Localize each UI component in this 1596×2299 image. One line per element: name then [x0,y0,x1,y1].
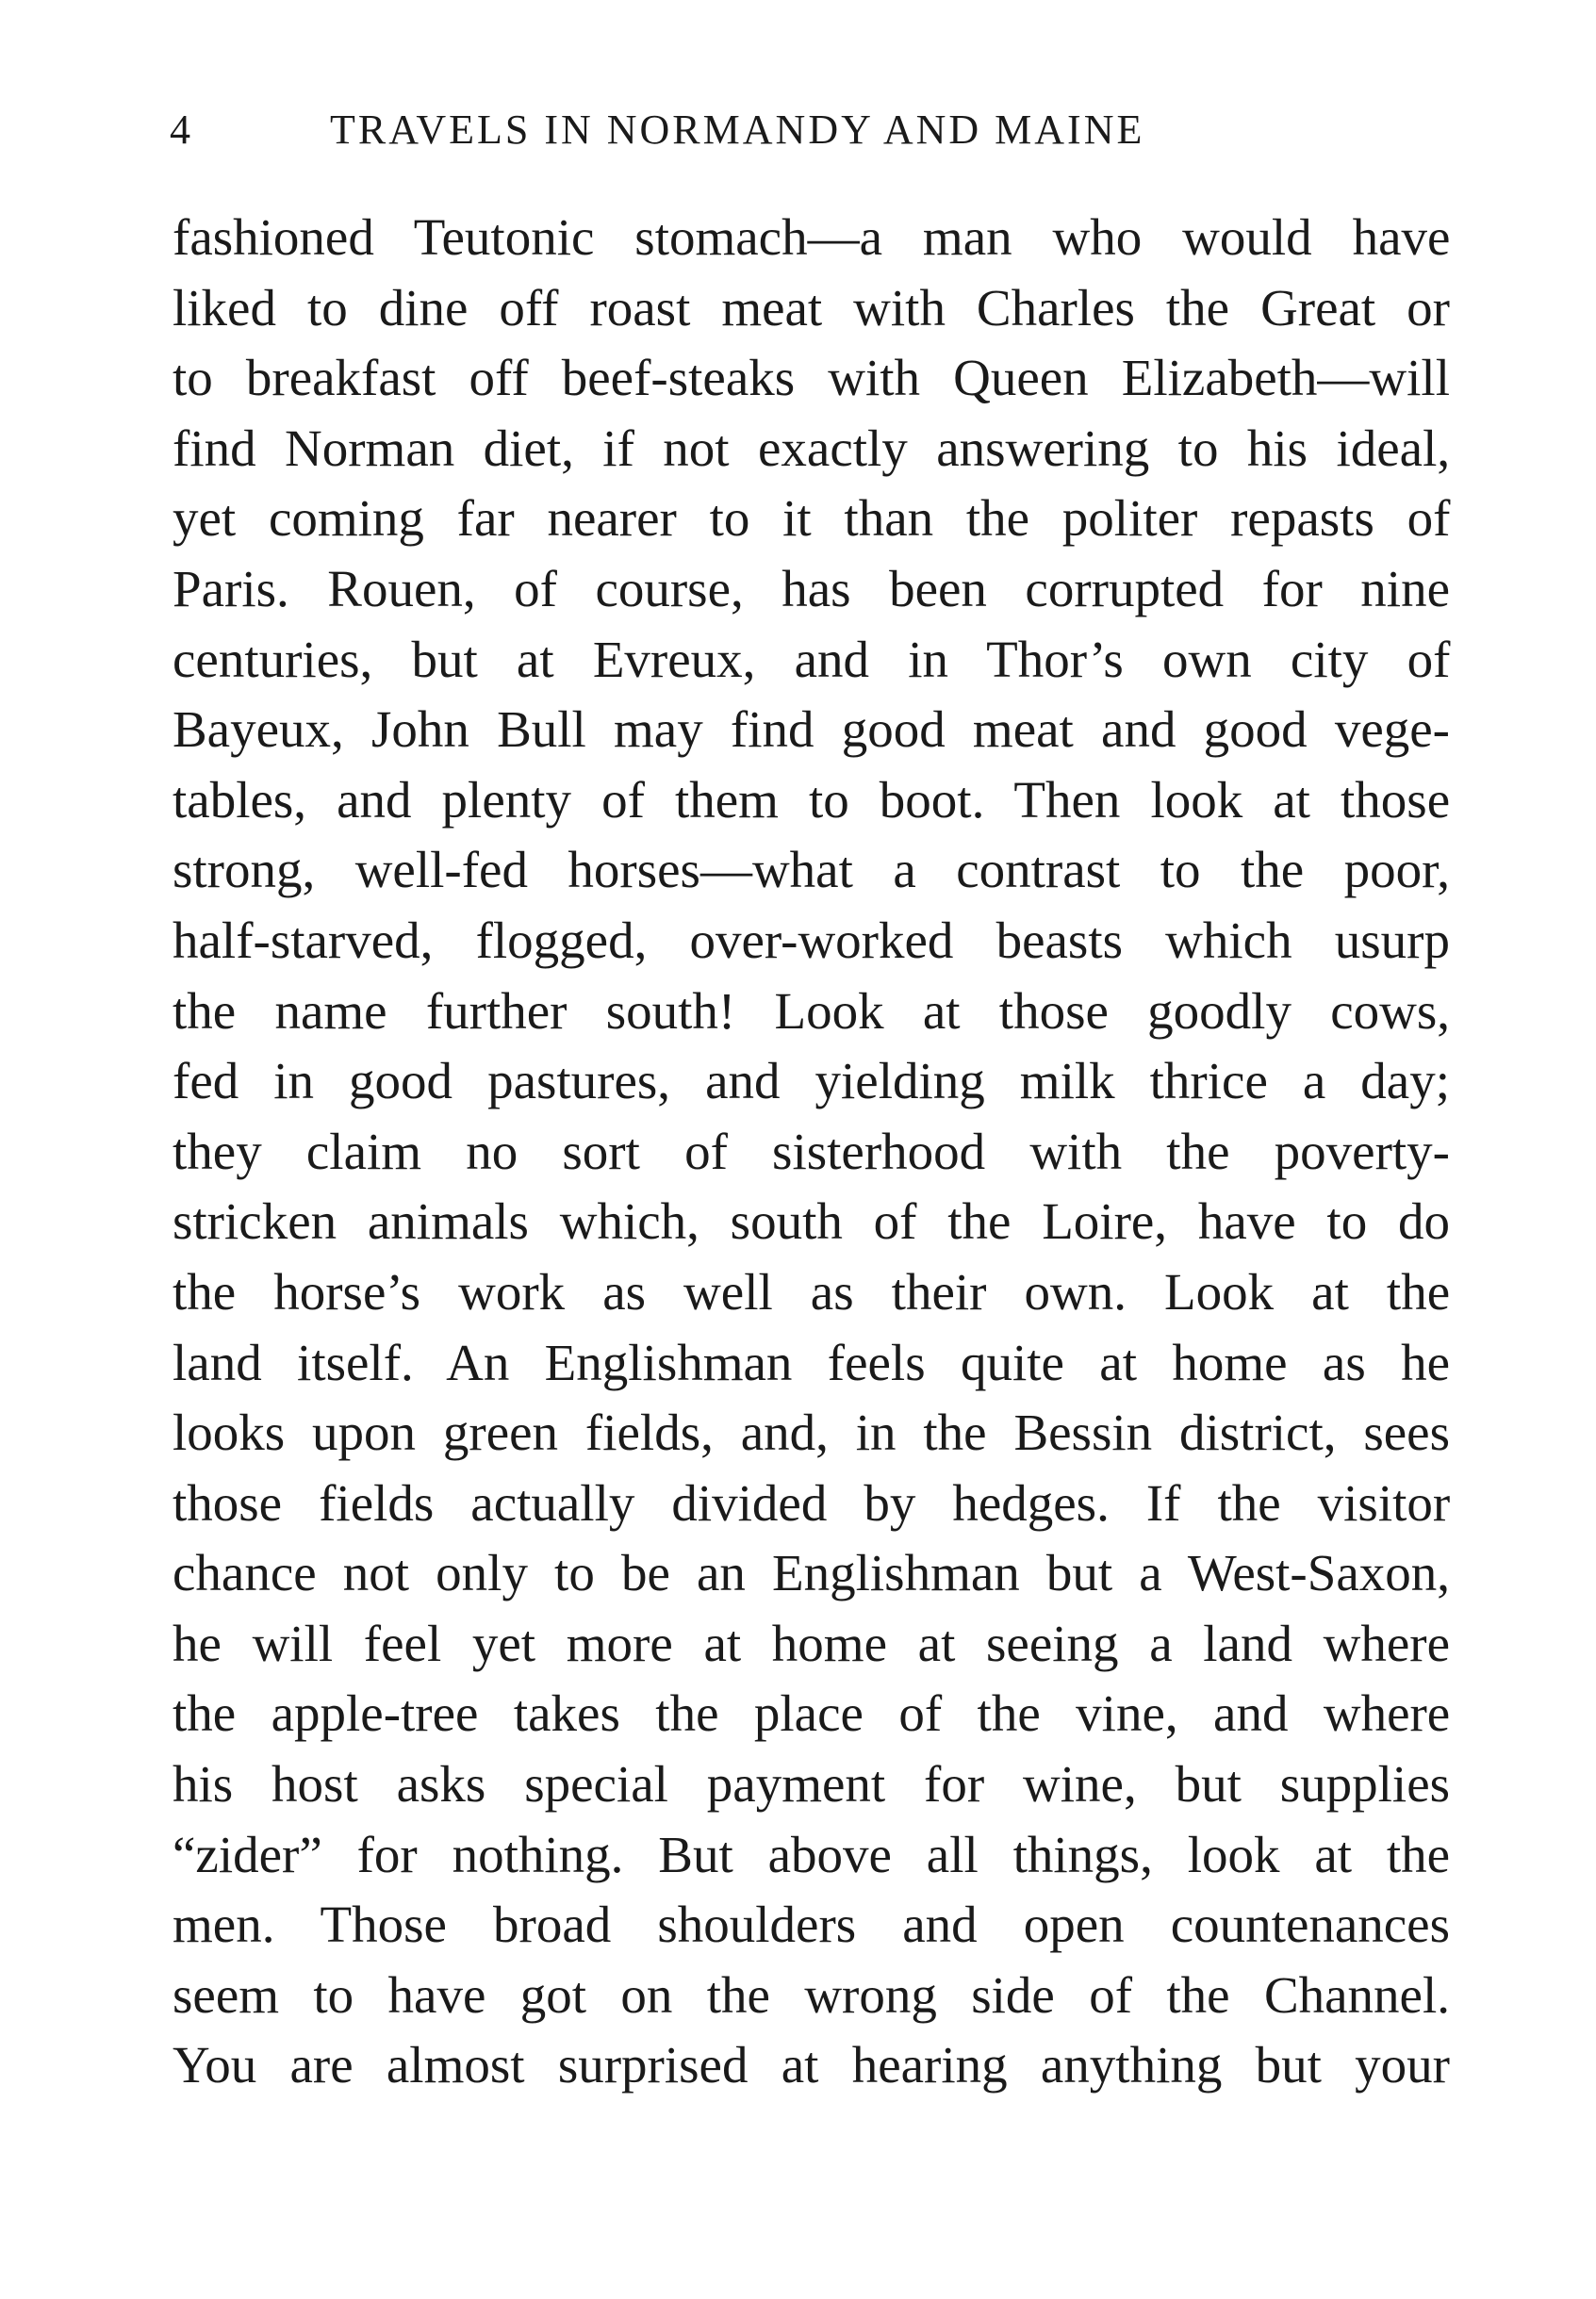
text-line: the horse’s work as well as their own. Look at the [173,1262,1451,1321]
text-line: yet coming far nearer to it than the politer repasts of [173,489,1451,548]
text-line: find Norman diet, if not exactly answering to his ideal, [173,419,1451,477]
body-text [173,203,1450,2101]
text-line: Bayeux, John Bull may find good meat and good vege- [173,700,1450,759]
text-line: looks upon green fields, and, in the Bessin district, sees [173,1404,1450,1462]
text-line: they claim no sort of sisterhood with the poverty- [173,1122,1450,1180]
text-line: the name further south! Look at those goodly cows, [173,981,1450,1040]
text-line: strong, well-fed horses—what a contrast to the poor, [173,841,1451,899]
text-line: his host asks special payment for wine, but supplies [173,1755,1451,1814]
text-line: men. Those broad shoulders and open countenances [173,1896,1450,1954]
text-line: stricken animals which, south of the Loire, have to do [173,1192,1450,1251]
text-line: Paris. Rouen, of course, has been corrupted for nine [173,559,1450,617]
text-line: half-starved, flogged, over-worked beasts which usurp [173,911,1450,969]
text-line: centuries, but at Evreux, and in Thor’s own city of [173,630,1451,688]
text-line: You are almost surprised at hearing anything but your [173,2036,1450,2094]
text-line: the apple-tree takes the place of the vine, and where [173,1684,1451,1743]
text-line: “zider” for nothing. But above all things, look at the [173,1825,1451,1883]
text-line: liked to dine off roast meat with Charles the Great or [173,278,1450,337]
text-line: seem to have got on the wrong side of the Channel. [173,1965,1450,2024]
text-line: tables, and plenty of them to boot. Then look at those [173,770,1451,829]
text-line: chance not only to be an Englishman but a West-Saxon, [173,1544,1450,1602]
text-line: those fields actually divided by hedges. If the visitor [173,1473,1451,1532]
text-line: land itself. An Englishman feels quite at home as he [173,1333,1450,1391]
running-title: TRAVELS IN NORMANDY AND MAINE [330,107,1145,153]
text-line: fed in good pastures, and yielding milk thrice a day; [173,1052,1450,1110]
text-line: he will feel yet more at home at seeing a land where [173,1614,1450,1672]
running-head [170,102,1292,158]
page-number: 4 [170,107,190,153]
text-line: fashioned Teutonic stomach—a man who would have [173,208,1451,266]
text-line: to breakfast off beef-steaks with Queen Elizabeth—will [173,349,1450,407]
